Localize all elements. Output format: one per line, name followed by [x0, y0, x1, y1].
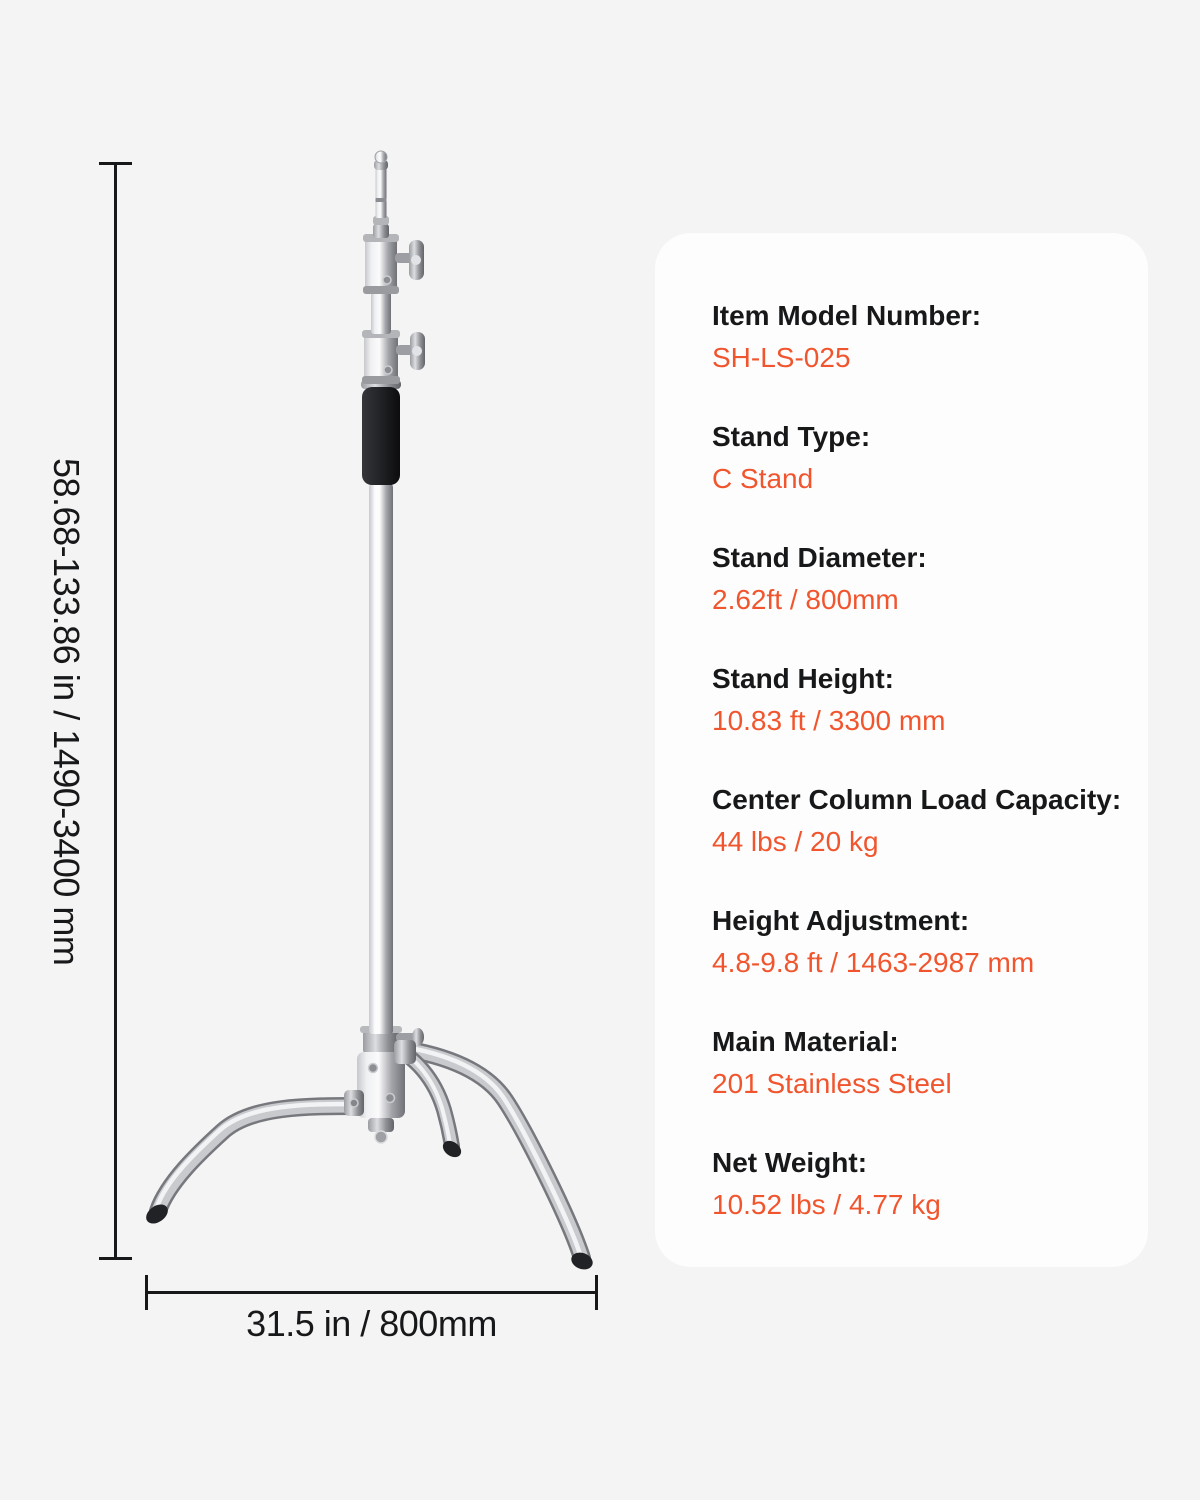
- stand-leg-left: [143, 1104, 362, 1227]
- spec-label: Stand Diameter:: [712, 542, 927, 573]
- spec-height-adjustment: [712, 900, 1128, 984]
- spec-stand-height: [712, 658, 1128, 742]
- c-stand-illustration: [130, 140, 610, 1300]
- spec-label: Height Adjustment:: [712, 905, 970, 936]
- spec-value: SH-LS-025: [712, 342, 851, 373]
- spec-label: Item Model Number:: [712, 300, 982, 331]
- spec-label: Center Column Load Capacity:: [712, 784, 1122, 815]
- spec-label: Stand Type:: [712, 421, 871, 452]
- width-dimension-label: 31.5 in / 800mm: [246, 1303, 497, 1344]
- height-dimension-cap-bottom: [99, 1257, 132, 1260]
- spec-label: Stand Height:: [712, 663, 894, 694]
- spec-item-model-number: [712, 295, 1128, 379]
- stand-tube-mid: [371, 292, 391, 334]
- stand-column: [369, 484, 393, 1034]
- spec-net-weight: [712, 1142, 1128, 1226]
- spec-value: 201 Stainless Steel: [712, 1068, 952, 1099]
- spec-stand-type: [712, 416, 1128, 500]
- height-dimension-line: [114, 163, 117, 1260]
- spec-value: 2.62ft / 800mm: [712, 584, 899, 615]
- stand-clamp-lower: [362, 330, 425, 384]
- spec-value: 10.83 ft / 3300 mm: [712, 705, 946, 736]
- spec-value: 10.52 lbs / 4.77 kg: [712, 1189, 941, 1220]
- stand-spigot: [373, 151, 389, 238]
- height-dimension-cap-top: [99, 162, 132, 165]
- spec-load-capacity: [712, 779, 1128, 863]
- spec-label: Main Material:: [712, 1026, 899, 1057]
- stand-base-hub: [344, 1026, 424, 1143]
- spec-value: C Stand: [712, 463, 814, 494]
- stand-grip: [361, 380, 401, 485]
- spec-value: 4.8-9.8 ft / 1463-2987 mm: [712, 947, 1035, 978]
- spec-value: 44 lbs / 20 kg: [712, 826, 879, 857]
- spec-stand-diameter: [712, 537, 1128, 621]
- spec-card: [655, 233, 1148, 1267]
- height-dimension-label: 58.68-133.86 in / 1490-3400 mm: [46, 457, 87, 966]
- stand-clamp-upper: [363, 234, 424, 294]
- spec-label: Net Weight:: [712, 1147, 868, 1178]
- spec-main-material: [712, 1021, 1128, 1105]
